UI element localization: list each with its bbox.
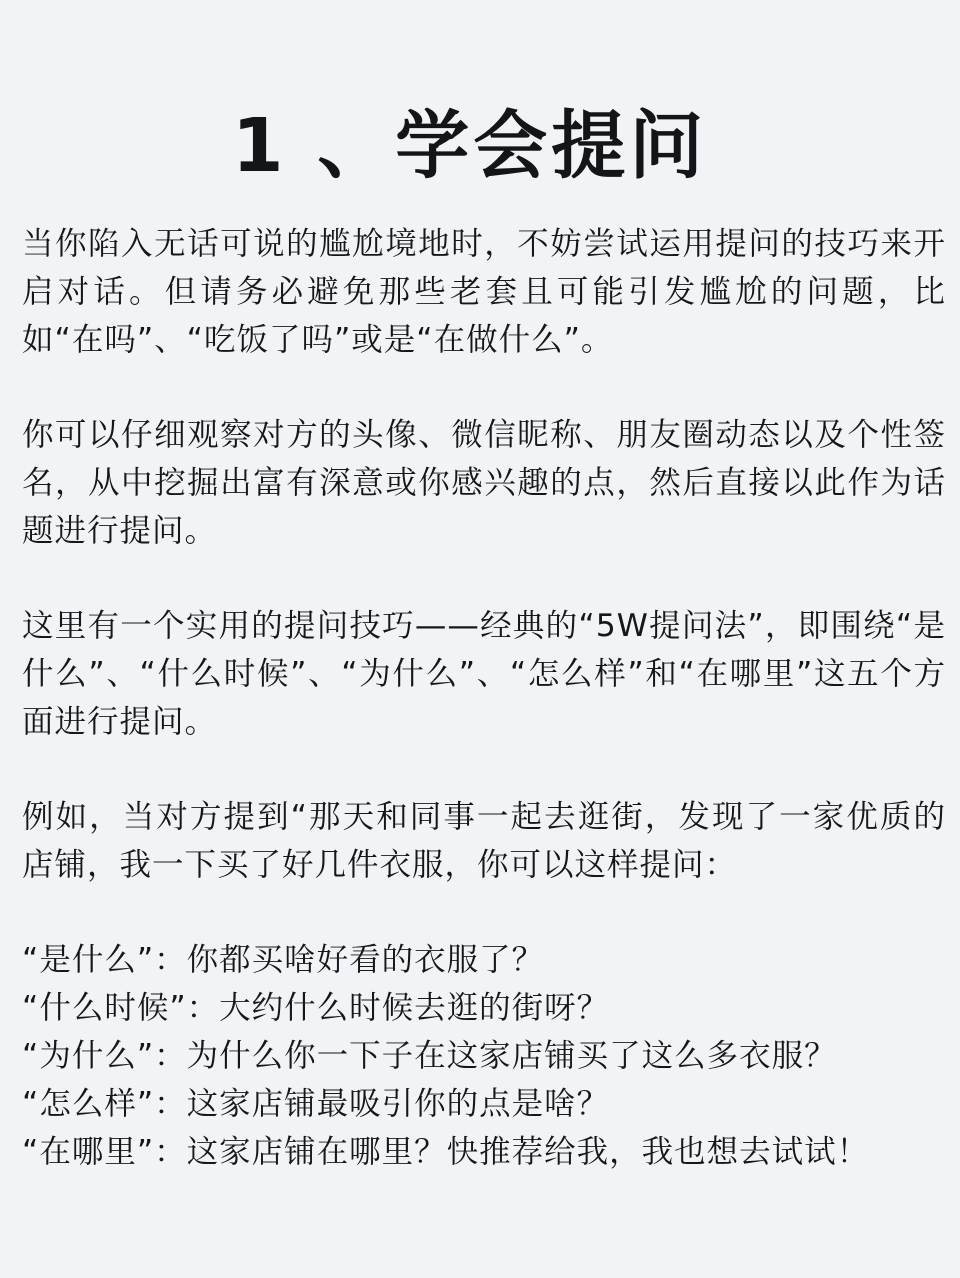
list-item: “怎么样”：这家店铺最吸引你的点是啥？: [22, 1086, 610, 1122]
question-list: [22, 936, 946, 1176]
list-item: “什么时候”：大约什么时候去逛的街呀？: [22, 990, 610, 1026]
paragraph-intro: 当你陷入无话可说的尴尬境地时，不妨尝试运用提问的技巧来开启对话。但请务必避免那些老套且可能引发尴尬的问题，比如“在吗”、“吃饭了吗”或是“在做什么”。: [22, 226, 946, 358]
list-item: “在哪里”：这家店铺在哪里？快推荐给我，我也想去试试！: [22, 1134, 870, 1170]
list-item: “为什么”：为什么你一下子在这家店铺买了这么多衣服？: [22, 1038, 837, 1074]
paragraph-observe-profile: 你可以仔细观察对方的头像、微信昵称、朋友圈动态以及个性签名，从中挖掘出富有深意或你感兴趣的点，然后直接以此作为话题进行提问。: [22, 417, 946, 549]
list-item: “是什么”：你都买啥好看的衣服了？: [22, 942, 545, 978]
article-title: 1 、学会提问: [232, 103, 708, 189]
paragraph-example: 例如，当对方提到“那天和同事一起去逛街，发现了一家优质的店铺，我一下买了好几件衣服，你可以这样提问：: [22, 799, 946, 883]
paragraph-5w-method: 这里有一个实用的提问技巧——经典的“5W提问法”，即围绕“是什么”、“什么时候”、“为什么”、“怎么样”和“在哪里”这五个方面进行提问。: [22, 608, 946, 740]
article-body: [22, 220, 946, 1176]
